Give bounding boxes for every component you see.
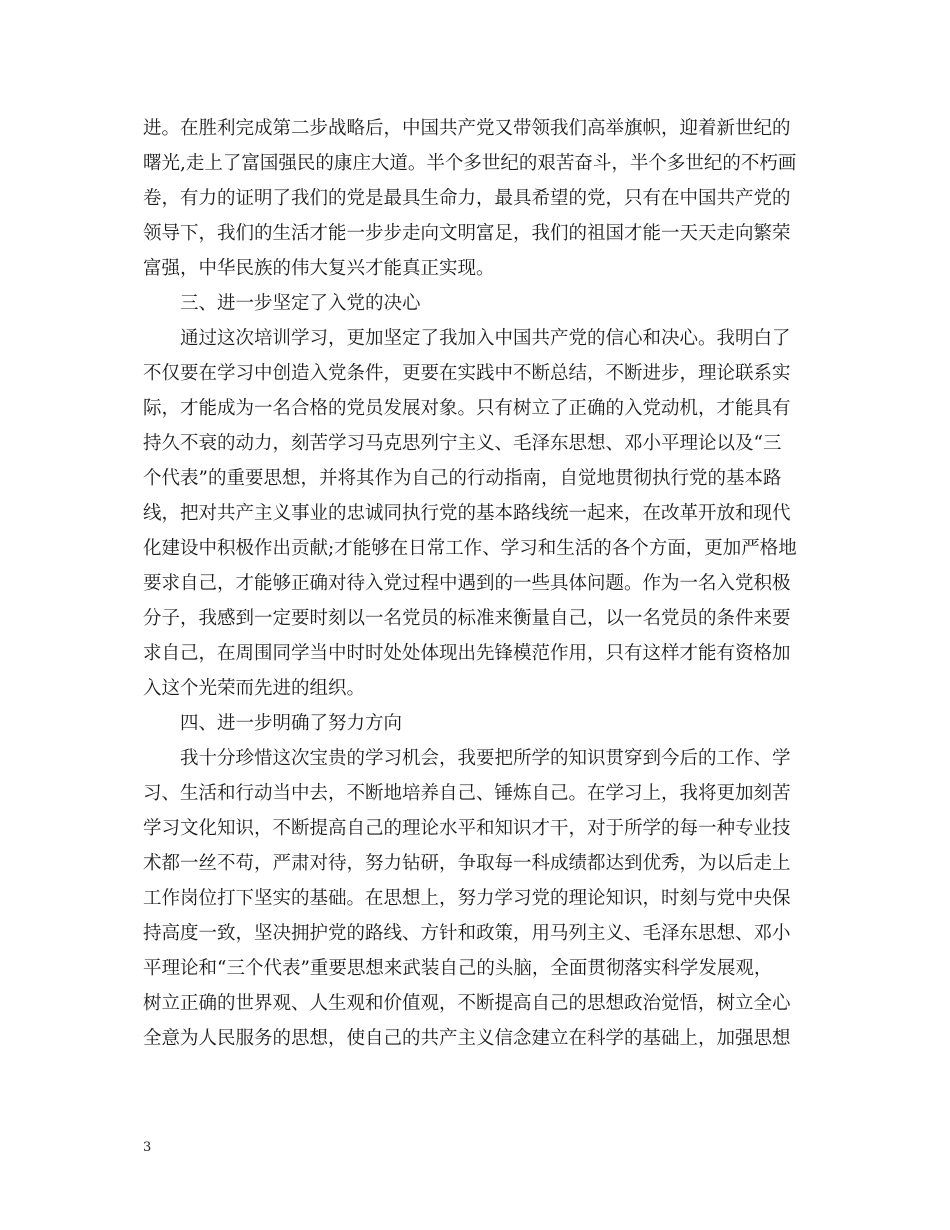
text-line: 卷，有力的证明了我们的党是最具生命力，最具希望的党，只有在中国共产党的: [143, 188, 791, 209]
text-line: 树立正确的世界观、人生观和价值观，不断提高自己的思想政治觉悟，树立全心: [143, 993, 791, 1014]
text-line: 不仅要在学习中创造入党条件，更要在实践中不断总结，不断进步，理论联系实: [143, 363, 791, 384]
text-line: 曙光,走上了富国强民的康庄大道。半个多世纪的艰苦奋斗，半个多世纪的不朽画: [143, 153, 797, 174]
text-line: 通过这次培训学习，更加坚定了我加入中国共产党的信心和决心。我明白了: [180, 328, 791, 349]
text-line: 术都一丝不苟，严肃对待，努力钻研，争取每一科成绩都达到优秀，为以后走上: [143, 853, 791, 874]
text-line: 分子，我感到一定要时刻以一名党员的标准来衡量自己，以一名党员的条件来要: [143, 608, 791, 629]
text-line: 富强，中华民族的伟大复兴才能真正实现。: [143, 258, 495, 279]
text-line: 领导下，我们的生活才能一步步走向文明富足，我们的祖国才能一天天走向繁荣: [143, 223, 791, 244]
text-line: 工作岗位打下坚实的基础。在思想上，努力学习党的理论知识，时刻与党中央保: [143, 888, 791, 909]
text-line: 学习文化知识，不断提高自己的理论水平和知识才干，对于所学的每一种专业技: [143, 818, 791, 839]
text-line: 个代表”的重要思想，并将其作为自己的行动指南，自觉地贯彻执行党的基本路: [143, 468, 782, 489]
text-line: 习、生活和行动当中去，不断地培养自己、锤炼自己。在学习上，我将更加刻苦: [143, 783, 791, 804]
section-heading-3: 三、进一步坚定了入党的决心: [180, 293, 421, 314]
text-line: 持高度一致，坚决拥护党的路线、方针和政策，用马列主义、毛泽东思想、邓小: [143, 923, 791, 944]
text-line: 持久不衰的动力，刻苦学习马克思列宁主义、毛泽东思想、邓小平理论以及“三: [143, 433, 782, 454]
text-line: 全意为人民服务的思想，使自己的共产主义信念建立在科学的基础上，加强思想: [143, 1028, 791, 1049]
text-line: 线，把对共产主义事业的忠诚同执行党的基本路线统一起来，在改革开放和现代: [143, 503, 791, 524]
text-line: 要求自己，才能够正确对待入党过程中遇到的一些具体问题。作为一名入党积极: [143, 573, 791, 594]
text-line: 化建设中积极作出贡献;才能够在日常工作、学习和生活的各个方面，更加严格地: [143, 538, 797, 559]
text-line: 我十分珍惜这次宝贵的学习机会，我要把所学的知识贯穿到今后的工作、学: [180, 748, 791, 769]
page-number: 3: [143, 1140, 152, 1155]
text-line: 求自己，在周围同学当中时时处处体现出先锋模范作用，只有这样才能有资格加: [143, 643, 791, 664]
text-line: 入这个光荣而先进的组织。: [143, 678, 366, 699]
text-line: 际，才能成为一名合格的党员发展对象。只有树立了正确的入党动机，才能具有: [143, 398, 791, 419]
section-heading-4: 四、进一步明确了努力方向: [180, 713, 403, 734]
text-line: 进。在胜利完成第二步战略后，中国共产党又带领我们高举旗帜，迎着新世纪的: [143, 118, 791, 139]
text-line: 平理论和“三个代表”重要思想来武装自己的头脑，全面贯彻落实科学发展观，: [143, 958, 773, 979]
